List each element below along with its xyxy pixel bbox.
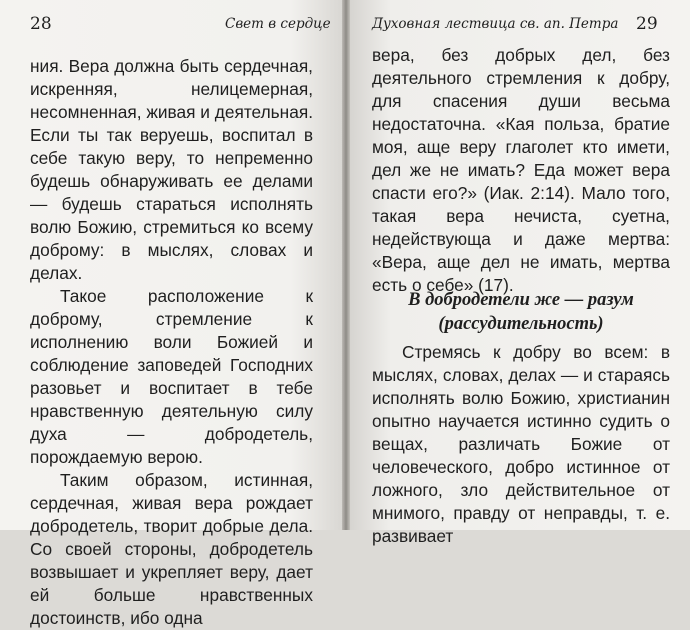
left-page-number: 28 [30, 14, 52, 34]
right-running-head: Духовная лествица св. ап. Петра [372, 16, 619, 32]
right-paragraph-2: Стремясь к добру во всем: в мыслях, словах, делах — и стараясь исполнять волю Божию, христианин опытно научается истинно судить о вещах, различать Божие от человеческого, добро истинное от ложного, зло действительное от мнимого, правду от неправды, т. е. развивает [372, 342, 670, 546]
right-page-body-top [372, 44, 670, 297]
left-page [0, 0, 342, 628]
right-paragraph-1: вера, без добрых дел, без деятельного стремления к добру, для спасения души весьма недостаточна. «Кая польза, братие моя, аще веру глаголет кто имети, дел же не имать? Еда может вера спасти его?» (Иак. 2:14). Мало того, такая вера нечиста, суетна, недействующа и даже мертва: «Вера, аще дел не имать, мертва есть о себе» (17). [372, 45, 670, 295]
right-page-number: 29 [636, 14, 658, 34]
right-page [350, 0, 690, 546]
book-gutter [342, 0, 350, 530]
left-page-body [30, 55, 313, 630]
left-paragraph-2: Такое расположение к доброму, стремление к исполнению воли Божией и соблюдение заповедей Господних разовьет и воспитает в тебе нравственную деятельную силу духа — добродетель, порождаемую верою. [30, 286, 313, 467]
left-running-head: Свет в сердце [225, 16, 331, 32]
section-heading: В добродетели же — разум (рассудительность) [408, 290, 634, 334]
right-page-body-bottom [372, 341, 670, 548]
left-paragraph-1: ния. Вера должна быть сердечная, искренняя, нелицемерная, несомненная, живая и деятельная. Если ты так веруешь, воспитал в себе такую веру, то непременно будешь обнаруживать ее делами — будешь стараться исполнять волю Божию, стремиться ко всему доброму: в мыслях, словах и делах. [30, 56, 313, 283]
left-paragraph-3: Таким образом, истинная, сердечная, живая вера рождает добродетель, творит добрые дела. Со своей стороны, добродетель возвышает и укрепляет веру, дает ей больше нравственных достоинств, ибо одна [30, 470, 313, 628]
